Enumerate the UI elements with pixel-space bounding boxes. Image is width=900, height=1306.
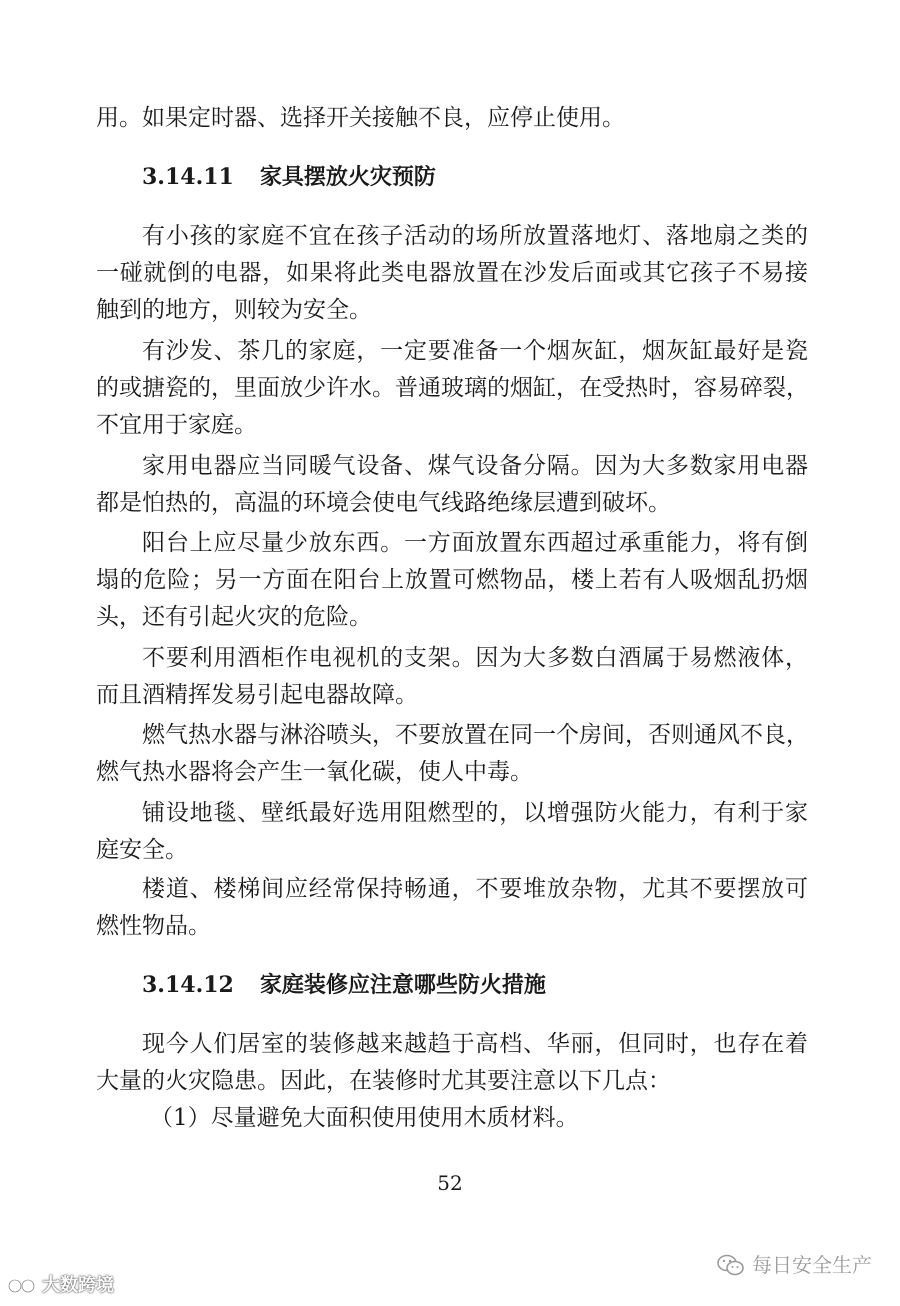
text-line: 不要利用酒柜作电视机的支架。因为大多数白酒属于易燃液体， bbox=[142, 645, 808, 671]
watermark-right-text: 每日安全生产 bbox=[752, 1253, 872, 1277]
text-line: 有小孩的家庭不宜在孩子活动的场所放置落地灯、落地扇之类的 bbox=[142, 223, 808, 249]
text-line: 铺设地毯、壁纸最好选用阻燃型的，以增强防火能力，有利于家 bbox=[142, 800, 808, 826]
text-line: 大量的火灾隐患。因此，在装修时尤其要注意以下几点： bbox=[96, 1068, 671, 1094]
text-line: 的或搪瓷的，里面放少许水。普通玻璃的烟缸，在受热时，容易碎裂， bbox=[96, 375, 809, 401]
section-title: 家庭装修应注意哪些防火措施 bbox=[259, 972, 546, 998]
wechat-icon bbox=[716, 1252, 746, 1278]
logo-icon bbox=[6, 1276, 38, 1296]
text-line: 头，还有引起火灾的危险。 bbox=[96, 604, 372, 630]
text-line: 燃性物品。 bbox=[96, 913, 211, 939]
section-heading-3-14-12 bbox=[142, 970, 546, 1000]
text-line: 而且酒精挥发易引起电器故障。 bbox=[96, 682, 418, 708]
text-line: 触到的地方，则较为安全。 bbox=[96, 297, 372, 323]
watermark-right bbox=[716, 1252, 872, 1278]
watermark-left-text: 大数跨境 bbox=[42, 1275, 114, 1296]
text-line: 现今人们居室的装修越来越趋于高档、华丽，但同时，也存在着 bbox=[142, 1031, 808, 1057]
watermark-left bbox=[6, 1274, 114, 1298]
text-line: 用。如果定时器、选择开关接触不良，应停止使用。 bbox=[96, 105, 625, 131]
text-line: 庭安全。 bbox=[96, 837, 188, 863]
list-item: （1）尽量避免大面积使用使用木质材料。 bbox=[150, 1105, 579, 1131]
text-line: 不宜用于家庭。 bbox=[96, 412, 257, 438]
page-number: 52 bbox=[437, 1171, 463, 1195]
text-line: 有沙发、茶几的家庭，一定要准备一个烟灰缸，烟灰缸最好是瓷 bbox=[142, 338, 808, 364]
text-line: 楼道、楼梯间应经常保持畅通，不要堆放杂物，尤其不要摆放可 bbox=[142, 876, 808, 902]
text-line: 家用电器应当同暖气设备、煤气设备分隔。因为大多数家用电器 bbox=[142, 453, 808, 479]
text-line: 一碰就倒的电器，如果将此类电器放置在沙发后面或其它孩子不易接 bbox=[96, 260, 808, 286]
section-heading-3-14-11 bbox=[142, 162, 436, 192]
section-title: 家具摆放火灾预防 bbox=[259, 164, 436, 190]
text-line: 都是怕热的，高温的环境会使电气线路绝缘层遭到破坏。 bbox=[96, 490, 671, 516]
section-number: 3.14.11 bbox=[142, 164, 234, 190]
section-number: 3.14.12 bbox=[142, 972, 234, 998]
text-line: 燃气热水器与淋浴喷头，不要放置在同一个房间，否则通风不良， bbox=[142, 722, 809, 748]
text-line: 燃气热水器将会产生一氧化碳，使人中毒。 bbox=[96, 759, 533, 785]
text-line: 塌的危险；另一方面在阳台上放置可燃物品，楼上若有人吸烟乱扔烟 bbox=[96, 567, 808, 593]
text-line: 阳台上应尽量少放东西。一方面放置东西超过承重能力，将有倒 bbox=[142, 530, 808, 556]
